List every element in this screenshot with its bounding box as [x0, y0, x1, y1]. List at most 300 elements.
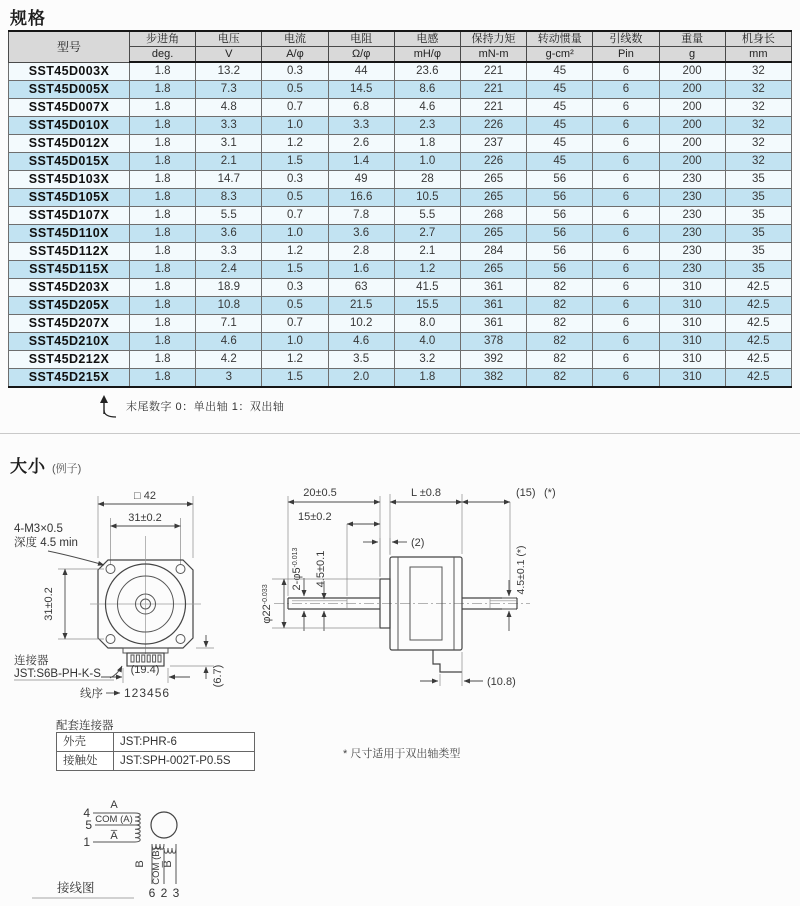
- wiring-diagram-label: [32, 880, 134, 898]
- spec-row: [9, 171, 792, 189]
- col-unit: A/φ: [262, 47, 328, 63]
- svg-text:连接器: 连接器: [14, 655, 49, 667]
- side-dim-flat-depth: [315, 551, 327, 631]
- side-view-drawing: [258, 474, 572, 714]
- value-cell: 265: [460, 171, 526, 189]
- value-cell: 8.3: [196, 189, 262, 207]
- svg-text:(15): (15): [516, 487, 536, 499]
- front-pin-order: [80, 686, 170, 700]
- value-cell: 18.9: [196, 279, 262, 297]
- table-row: [57, 752, 255, 771]
- value-cell: 82: [527, 315, 593, 333]
- value-cell: 378: [460, 333, 526, 351]
- spec-row: [9, 351, 792, 369]
- side-dim-rear-flat: [502, 546, 527, 631]
- connector-table: [56, 732, 255, 771]
- side-dim-rear-shaft: [462, 487, 556, 592]
- value-cell: 3.3: [196, 117, 262, 135]
- value-cell: 3.3: [196, 243, 262, 261]
- spec-row: [9, 261, 792, 279]
- value-cell: 6: [593, 189, 659, 207]
- value-cell: 1.8: [130, 261, 196, 279]
- phase-a-circuit: [83, 799, 140, 849]
- svg-text:5: 5: [85, 818, 92, 832]
- value-cell: 230: [659, 261, 725, 279]
- value-cell: 1.8: [130, 333, 196, 351]
- value-cell: 6: [593, 99, 659, 117]
- col-unit: mN-m: [460, 47, 526, 63]
- model-cell: SST45D105X: [9, 189, 130, 207]
- spec-table-head: [9, 31, 792, 62]
- spec-row: [9, 135, 792, 153]
- value-cell: 3.2: [394, 351, 460, 369]
- model-cell: SST45D207X: [9, 315, 130, 333]
- value-cell: 2.1: [196, 153, 262, 171]
- spec-row: [9, 279, 792, 297]
- svg-text:2: 2: [160, 886, 168, 900]
- value-cell: 4.6: [328, 333, 394, 351]
- col-unit: V: [196, 47, 262, 63]
- svg-text:B̅: B̅: [162, 860, 174, 868]
- size-section-subtitle: (例子): [52, 463, 82, 475]
- value-cell: 1.4: [328, 153, 394, 171]
- svg-text:□ 42: □ 42: [134, 490, 156, 502]
- value-cell: 1.2: [262, 243, 328, 261]
- col-header: 引线数: [593, 31, 659, 47]
- value-cell: 1.8: [130, 99, 196, 117]
- spec-row: [9, 243, 792, 261]
- model-cell: SST45D107X: [9, 207, 130, 225]
- col-unit: g: [659, 47, 725, 63]
- svg-text:(10.8): (10.8): [487, 676, 516, 688]
- value-cell: 0.3: [262, 279, 328, 297]
- value-cell: 42.5: [725, 369, 791, 388]
- col-header: 机身长: [725, 31, 791, 47]
- value-cell: 2.1: [394, 243, 460, 261]
- wiring-diagram: [30, 792, 262, 904]
- value-cell: 392: [460, 351, 526, 369]
- value-cell: 1.0: [262, 333, 328, 351]
- value-cell: 41.5: [394, 279, 460, 297]
- svg-text:φ22-0.033: $\varphi 22^{-0.033}$: [261, 584, 273, 624]
- value-cell: 42.5: [725, 297, 791, 315]
- value-cell: 6: [593, 81, 659, 99]
- value-cell: 4.8: [196, 99, 262, 117]
- value-cell: 10.5: [394, 189, 460, 207]
- value-cell: 45: [527, 81, 593, 99]
- value-cell: 35: [725, 261, 791, 279]
- value-cell: 1.6: [328, 261, 394, 279]
- value-cell: 45: [527, 117, 593, 135]
- value-cell: 6: [593, 351, 659, 369]
- value-cell: 6.8: [328, 99, 394, 117]
- value-cell: 2.8: [328, 243, 394, 261]
- svg-text:(2): (2): [411, 537, 425, 549]
- value-cell: 2.6: [328, 135, 394, 153]
- value-cell: 1.5: [262, 153, 328, 171]
- front-connector-callout: [14, 653, 122, 680]
- model-cell: SST45D003X: [9, 62, 130, 81]
- col-header: 步进角: [130, 31, 196, 47]
- value-cell: 2.3: [394, 117, 460, 135]
- value-cell: 3.5: [328, 351, 394, 369]
- value-cell: 0.3: [262, 62, 328, 81]
- svg-text:4.5±0.1 (*): 4.5±0.1 (*): [515, 545, 527, 595]
- value-cell: 3.1: [196, 135, 262, 153]
- value-cell: 10.2: [328, 315, 394, 333]
- value-cell: 0.5: [262, 189, 328, 207]
- svg-text:JST:S6B-PH-K-S: JST:S6B-PH-K-S: [14, 668, 101, 680]
- value-cell: 45: [527, 62, 593, 81]
- value-cell: 230: [659, 225, 725, 243]
- col-unit: Ω/φ: [328, 47, 394, 63]
- value-cell: 1.8: [394, 369, 460, 388]
- col-header: 电感: [394, 31, 460, 47]
- value-cell: 1.8: [130, 171, 196, 189]
- spec-row: [9, 333, 792, 351]
- value-cell: 6: [593, 117, 659, 135]
- size-section-title: 大小: [10, 457, 46, 476]
- spec-row: [9, 207, 792, 225]
- value-cell: 1.8: [130, 135, 196, 153]
- col-header: 重量: [659, 31, 725, 47]
- connector-row-value: JST:SPH-002T-P0.5S: [114, 752, 255, 771]
- table-note: 末尾数字 0：单出轴 1：双出轴: [126, 401, 285, 413]
- col-header: 电阻: [328, 31, 394, 47]
- connector-table-title: 配套连接器: [56, 720, 114, 732]
- value-cell: 265: [460, 261, 526, 279]
- value-cell: 28: [394, 171, 460, 189]
- front-tap-callout: [14, 523, 104, 565]
- value-cell: 3.6: [328, 225, 394, 243]
- value-cell: 35: [725, 189, 791, 207]
- value-cell: 6: [593, 369, 659, 388]
- value-cell: 6: [593, 62, 659, 81]
- value-cell: 56: [527, 261, 593, 279]
- value-cell: 4.2: [196, 351, 262, 369]
- value-cell: 56: [527, 225, 593, 243]
- svg-text:COM (A): COM (A): [95, 814, 133, 825]
- model-cell: SST45D205X: [9, 297, 130, 315]
- svg-text:线序: 线序: [80, 688, 103, 700]
- svg-text:深度 4.5 min: 深度 4.5 min: [14, 537, 78, 549]
- value-cell: 10.8: [196, 297, 262, 315]
- value-cell: 382: [460, 369, 526, 388]
- col-unit: deg.: [130, 47, 196, 63]
- value-cell: 6: [593, 225, 659, 243]
- value-cell: 45: [527, 99, 593, 117]
- value-cell: 6: [593, 315, 659, 333]
- value-cell: 230: [659, 207, 725, 225]
- value-cell: 0.7: [262, 99, 328, 117]
- spec-row: [9, 225, 792, 243]
- value-cell: 13.2: [196, 62, 262, 81]
- spec-row: [9, 117, 792, 135]
- value-cell: 1.2: [262, 135, 328, 153]
- value-cell: 200: [659, 62, 725, 81]
- svg-text:(*): (*): [544, 487, 556, 499]
- value-cell: 35: [725, 243, 791, 261]
- value-cell: 6: [593, 207, 659, 225]
- value-cell: 6: [593, 153, 659, 171]
- value-cell: 42.5: [725, 333, 791, 351]
- value-cell: 8.0: [394, 315, 460, 333]
- model-cell: SST45D215X: [9, 369, 130, 388]
- spec-row: [9, 369, 792, 388]
- value-cell: 310: [659, 369, 725, 388]
- value-cell: 265: [460, 189, 526, 207]
- value-cell: 82: [527, 279, 593, 297]
- value-cell: 32: [725, 99, 791, 117]
- svg-text:接线图: 接线图: [57, 881, 95, 895]
- phase-b-circuit: [134, 844, 180, 900]
- model-cell: SST45D015X: [9, 153, 130, 171]
- value-cell: 0.5: [262, 81, 328, 99]
- value-cell: 1.8: [394, 135, 460, 153]
- value-cell: 32: [725, 153, 791, 171]
- side-dim-flat-length: [298, 511, 380, 596]
- value-cell: 310: [659, 297, 725, 315]
- model-cell: SST45D115X: [9, 261, 130, 279]
- value-cell: 32: [725, 135, 791, 153]
- value-cell: 44: [328, 62, 394, 81]
- value-cell: 6: [593, 297, 659, 315]
- svg-text:4-M3×0.5: 4-M3×0.5: [14, 523, 63, 535]
- col-header-model: 型号: [9, 31, 130, 62]
- value-cell: 49: [328, 171, 394, 189]
- value-cell: 1.8: [130, 243, 196, 261]
- rotor-circle: [151, 812, 177, 838]
- svg-text:(19.4): (19.4): [130, 664, 160, 676]
- value-cell: 5.5: [196, 207, 262, 225]
- value-cell: 32: [725, 81, 791, 99]
- value-cell: 1.8: [130, 315, 196, 333]
- value-cell: 310: [659, 279, 725, 297]
- model-cell: SST45D007X: [9, 99, 130, 117]
- svg-text:(6.7): (6.7): [212, 664, 224, 688]
- spec-row: [9, 297, 792, 315]
- value-cell: 82: [527, 369, 593, 388]
- svg-text:4: 4: [83, 806, 90, 820]
- svg-text:A: A: [110, 799, 118, 811]
- value-cell: 1.8: [130, 351, 196, 369]
- svg-text:20±0.5: 20±0.5: [303, 487, 337, 499]
- value-cell: 8.6: [394, 81, 460, 99]
- value-cell: 361: [460, 315, 526, 333]
- value-cell: 15.5: [394, 297, 460, 315]
- front-dim-connector-width: [101, 664, 190, 683]
- svg-text:3: 3: [172, 886, 180, 900]
- value-cell: 1.5: [262, 369, 328, 388]
- spec-row: [9, 315, 792, 333]
- value-cell: 14.5: [328, 81, 394, 99]
- front-view-drawing: [10, 474, 272, 714]
- side-dim-shaft-diameter: [291, 547, 304, 631]
- value-cell: 21.5: [328, 297, 394, 315]
- value-cell: 2.4: [196, 261, 262, 279]
- value-cell: 35: [725, 171, 791, 189]
- spec-row: [9, 189, 792, 207]
- side-connector: [433, 650, 462, 672]
- connector-row-value: JST:PHR-6: [114, 733, 255, 752]
- model-cell: SST45D103X: [9, 171, 130, 189]
- model-cell: SST45D005X: [9, 81, 130, 99]
- value-cell: 221: [460, 99, 526, 117]
- value-cell: 1.8: [130, 117, 196, 135]
- svg-text:6: 6: [148, 886, 156, 900]
- svg-text:2-φ5-0.013: $2-\varphi 5^{-0.013}$: [291, 547, 303, 591]
- col-unit: mm: [725, 47, 791, 63]
- value-cell: 284: [460, 243, 526, 261]
- value-cell: 200: [659, 99, 725, 117]
- spec-row: [9, 81, 792, 99]
- model-cell: SST45D110X: [9, 225, 130, 243]
- value-cell: 63: [328, 279, 394, 297]
- value-cell: 1.8: [130, 279, 196, 297]
- value-cell: 56: [527, 207, 593, 225]
- value-cell: 221: [460, 62, 526, 81]
- value-cell: 3.3: [328, 117, 394, 135]
- svg-text:L ±0.8: L ±0.8: [410, 487, 442, 499]
- value-cell: 6: [593, 333, 659, 351]
- section-divider: [0, 433, 800, 434]
- value-cell: 265: [460, 225, 526, 243]
- col-header: 电压: [196, 31, 262, 47]
- value-cell: 310: [659, 315, 725, 333]
- value-cell: 35: [725, 225, 791, 243]
- value-cell: 3: [196, 369, 262, 388]
- dimension-note: * 尺寸适用于双出轴类型: [343, 748, 461, 760]
- value-cell: 6: [593, 135, 659, 153]
- value-cell: 45: [527, 135, 593, 153]
- svg-text:15±0.2: 15±0.2: [298, 511, 332, 523]
- svg-text:123456: 123456: [124, 686, 171, 700]
- value-cell: 230: [659, 243, 725, 261]
- value-cell: 0.3: [262, 171, 328, 189]
- value-cell: 32: [725, 62, 791, 81]
- value-cell: 6: [593, 279, 659, 297]
- value-cell: 82: [527, 297, 593, 315]
- connector-row-label: 外壳: [57, 733, 114, 752]
- motor-front-face: [90, 536, 201, 654]
- connector-row-label: 接触处: [57, 752, 114, 771]
- value-cell: 4.0: [394, 333, 460, 351]
- model-cell: SST45D112X: [9, 243, 130, 261]
- value-cell: 35: [725, 207, 791, 225]
- value-cell: 45: [527, 153, 593, 171]
- svg-text:A̅: A̅: [110, 830, 118, 842]
- value-cell: 82: [527, 333, 593, 351]
- col-unit: Pin: [593, 47, 659, 63]
- value-cell: 200: [659, 81, 725, 99]
- value-cell: 200: [659, 135, 725, 153]
- spec-row: [9, 153, 792, 171]
- side-dim-connector-offset: [420, 652, 516, 688]
- value-cell: 1.8: [130, 62, 196, 81]
- svg-text:COM (B): COM (B): [151, 847, 162, 885]
- value-cell: 1.0: [262, 117, 328, 135]
- value-cell: 1.0: [262, 225, 328, 243]
- value-cell: 310: [659, 351, 725, 369]
- value-cell: 2.0: [328, 369, 394, 388]
- value-cell: 1.2: [262, 351, 328, 369]
- svg-text:4.5±0.1: 4.5±0.1: [315, 550, 327, 588]
- value-cell: 237: [460, 135, 526, 153]
- spec-row: [9, 62, 792, 81]
- value-cell: 3.6: [196, 225, 262, 243]
- value-cell: 23.6: [394, 62, 460, 81]
- svg-text:B: B: [134, 860, 146, 868]
- value-cell: 2.7: [394, 225, 460, 243]
- value-cell: 16.6: [328, 189, 394, 207]
- model-cell: SST45D203X: [9, 279, 130, 297]
- value-cell: 6: [593, 261, 659, 279]
- value-cell: 42.5: [725, 315, 791, 333]
- value-cell: 82: [527, 351, 593, 369]
- value-cell: 1.8: [130, 297, 196, 315]
- model-cell: SST45D010X: [9, 117, 130, 135]
- value-cell: 1.8: [130, 153, 196, 171]
- value-cell: 230: [659, 189, 725, 207]
- value-cell: 1.8: [130, 207, 196, 225]
- table-row: [57, 733, 255, 752]
- value-cell: 56: [527, 171, 593, 189]
- value-cell: 0.5: [262, 297, 328, 315]
- value-cell: 1.5: [262, 261, 328, 279]
- value-cell: 7.8: [328, 207, 394, 225]
- value-cell: 361: [460, 279, 526, 297]
- value-cell: 7.1: [196, 315, 262, 333]
- value-cell: 1.8: [130, 81, 196, 99]
- value-cell: 0.7: [262, 315, 328, 333]
- value-cell: 221: [460, 81, 526, 99]
- value-cell: 6: [593, 243, 659, 261]
- svg-text:1: 1: [83, 835, 90, 849]
- value-cell: 42.5: [725, 351, 791, 369]
- col-unit: mH/φ: [394, 47, 460, 63]
- value-cell: 42.5: [725, 279, 791, 297]
- value-cell: 361: [460, 297, 526, 315]
- spec-table-body: [9, 62, 792, 387]
- value-cell: 1.0: [394, 153, 460, 171]
- value-cell: 4.6: [196, 333, 262, 351]
- value-cell: 0.7: [262, 207, 328, 225]
- value-cell: 1.8: [130, 189, 196, 207]
- side-dim-body-length: [390, 487, 462, 554]
- value-cell: 14.7: [196, 171, 262, 189]
- value-cell: 200: [659, 117, 725, 135]
- model-cell: SST45D212X: [9, 351, 130, 369]
- model-cell: SST45D210X: [9, 333, 130, 351]
- spec-table: [8, 30, 792, 388]
- value-cell: 1.8: [130, 225, 196, 243]
- spec-row: [9, 99, 792, 117]
- col-header: 保持力矩: [460, 31, 526, 47]
- col-header: 电流: [262, 31, 328, 47]
- value-cell: 4.6: [394, 99, 460, 117]
- value-cell: 1.2: [394, 261, 460, 279]
- value-cell: 310: [659, 333, 725, 351]
- value-cell: 226: [460, 153, 526, 171]
- value-cell: 6: [593, 171, 659, 189]
- svg-text:31±0.2: 31±0.2: [128, 512, 162, 524]
- svg-text:31±0.2: 31±0.2: [43, 587, 55, 621]
- value-cell: 1.8: [130, 369, 196, 388]
- value-cell: 200: [659, 153, 725, 171]
- up-arrow-icon: [96, 392, 122, 420]
- value-cell: 226: [460, 117, 526, 135]
- value-cell: 32: [725, 117, 791, 135]
